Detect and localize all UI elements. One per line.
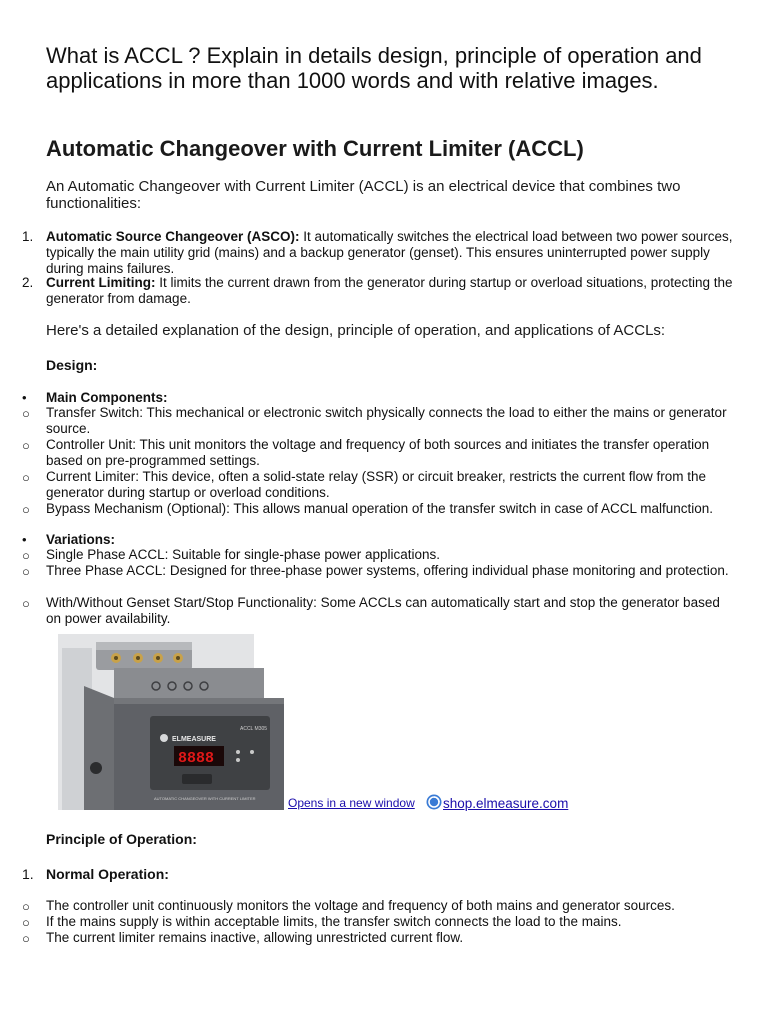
bullet-circle: ○	[22, 406, 30, 421]
list-number: 2.	[22, 275, 34, 290]
bullet-circle: ○	[22, 438, 30, 453]
list-item: Transfer Switch: This mechanical or electronic switch physically connects the load to either the mains or generator source.	[46, 405, 727, 436]
open-new-window-link[interactable]: Opens in a new window	[288, 796, 415, 810]
accl-device-image	[54, 628, 286, 810]
bullet-circle: ○	[22, 470, 30, 485]
globe-icon[interactable]	[426, 794, 442, 810]
list-item: If the mains supply is within acceptable limits, the transfer switch connects the load to the mains.	[46, 914, 622, 929]
list-item-label: Automatic Source Changeover (ASCO):	[46, 229, 300, 244]
shop-link[interactable]: shop.elmeasure.com	[443, 796, 569, 811]
list-item: Single Phase ACCL: Suitable for single-phase power applications.	[46, 547, 440, 562]
list-number: 1.	[22, 229, 34, 244]
brand-label: ELMEASURE	[172, 736, 216, 743]
bullet-circle: ○	[22, 502, 30, 517]
bullet-circle: ○	[22, 564, 30, 579]
list-item: Bypass Mechanism (Optional): This allows manual operation of the transfer switch in case of ACCL malfunction.	[46, 501, 714, 516]
bullet-circle: ○	[22, 915, 30, 930]
variations-label: Variations:	[46, 532, 116, 547]
list-item: Three Phase ACCL: Designed for three-phase power systems, offering individual phase monitoring and protection.	[46, 563, 729, 578]
bullet-circle: ○	[22, 899, 30, 914]
main-components-label: Main Components:	[46, 390, 168, 405]
explain-paragraph: Here's a detailed explanation of the design, principle of operation, and applications of ACCLs:	[46, 322, 666, 339]
list-item	[46, 275, 736, 307]
list-item: Controller Unit: This unit monitors the voltage and frequency of both sources and initiates the transfer operation based on pre-programmed settings.	[46, 437, 710, 468]
principle-heading: Principle of Operation:	[46, 831, 197, 847]
bullet-circle: ○	[22, 931, 30, 946]
bullet-circle: ○	[22, 596, 30, 611]
list-item: Current Limiter: This device, often a solid-state relay (SSR) or circuit breaker, restricts the current flow from the generator during startup or overload conditions.	[46, 469, 706, 500]
list-item: The current limiter remains inactive, allowing unrestricted current flow.	[46, 930, 464, 945]
list-item-text: It automatically switches the electrical load between two power sources, typically the main utility grid (mains) and a backup generator (genset). This ensures uninterrupted power supply during mains failures.	[46, 229, 733, 276]
article-title: Automatic Changeover with Current Limiter (ACCL)	[46, 136, 584, 161]
intro-paragraph: An Automatic Changeover with Current Limiter (ACCL) is an electrical device that combines two functionalities:	[46, 178, 681, 212]
device-caption: AUTOMATIC CHANGEOVER WITH CURRENT LIMITER	[154, 796, 256, 801]
normal-operation-heading: Normal Operation:	[46, 866, 169, 882]
model-label: ACCL M305	[240, 726, 268, 732]
question-text: What is ACCL ? Explain in details design, principle of operation and applications in more than 1000 words and with relative images.	[46, 43, 702, 93]
display-readout: 8888	[178, 750, 215, 767]
list-item-label: Current Limiting:	[46, 275, 156, 290]
list-item: The controller unit continuously monitors the voltage and frequency of both mains and generator sources.	[46, 898, 675, 913]
list-item-text: It limits the current drawn from the generator during startup or overload situations, protecting the generator from damage.	[46, 275, 733, 306]
bullet-disc: •	[22, 532, 27, 547]
bullet-circle: ○	[22, 548, 30, 563]
bullet-disc: •	[22, 390, 27, 405]
design-heading: Design:	[46, 357, 98, 373]
list-item: With/Without Genset Start/Stop Functionality: Some ACCLs can automatically start and stop the generator based on power availability.	[46, 595, 720, 626]
list-number: 1.	[22, 866, 34, 882]
list-item	[46, 229, 736, 277]
